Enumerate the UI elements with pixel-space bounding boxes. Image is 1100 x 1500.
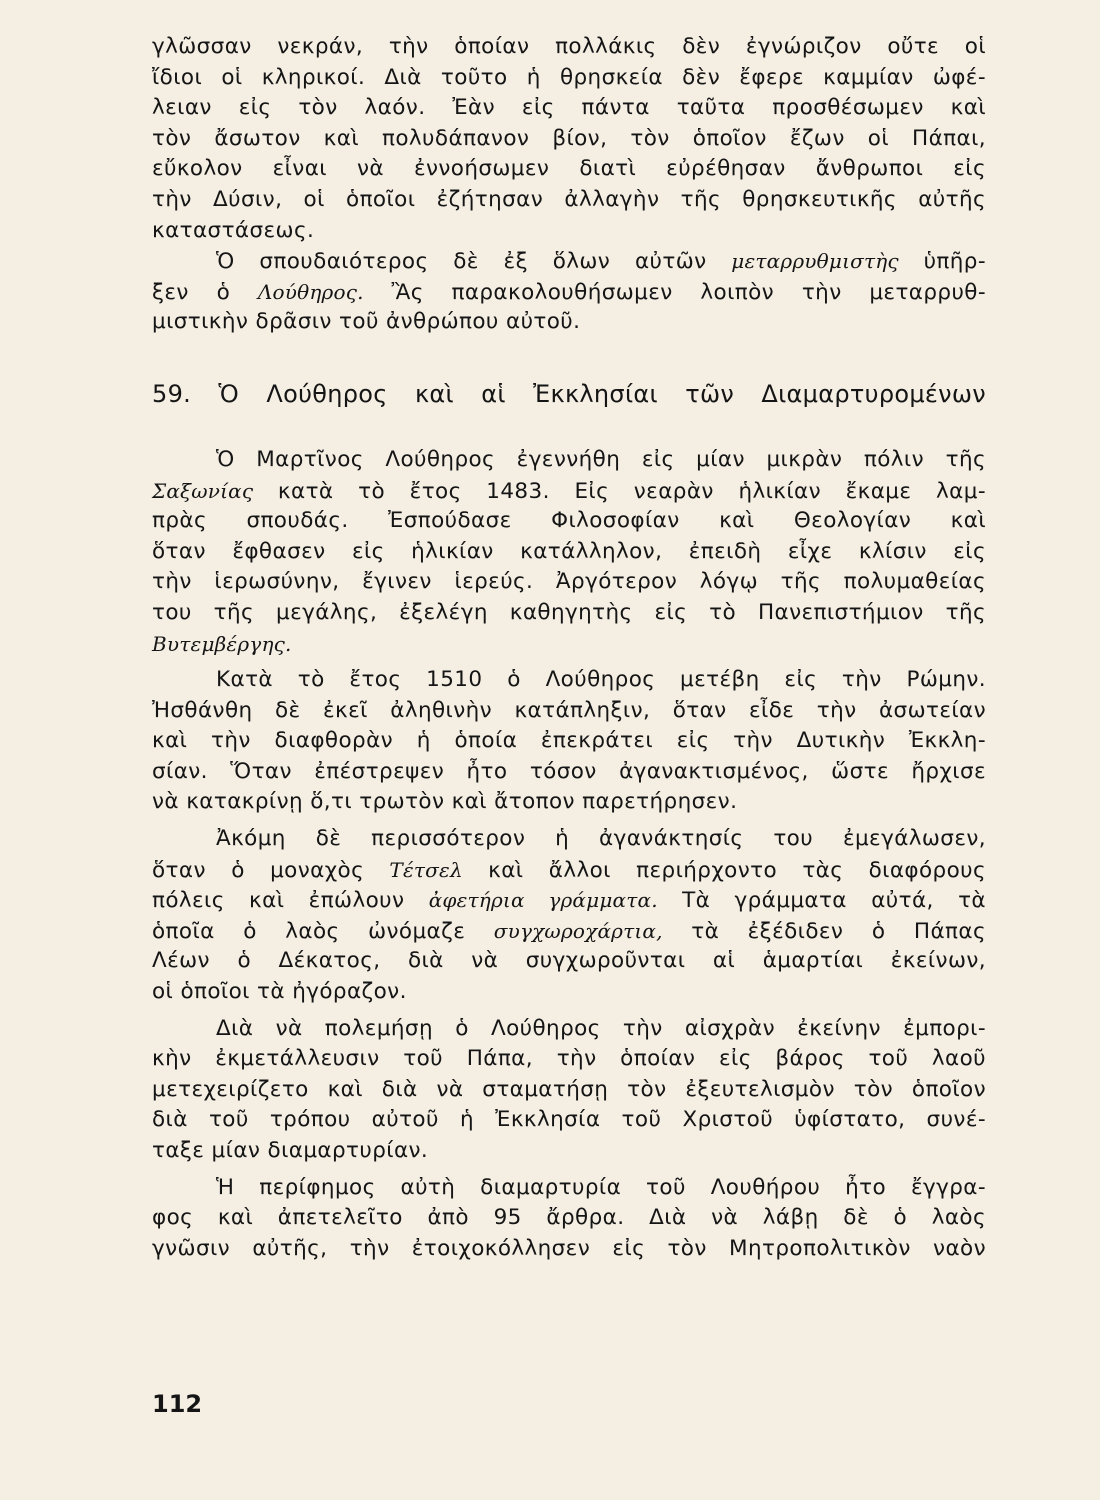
italic-term: μεταρρυθμιστὴς [731, 249, 899, 274]
section-heading [152, 379, 986, 409]
text-block [152, 32, 986, 1264]
text-line: τὸν ἄσωτον καὶ πολυδάπανον βίον, τὸν ὁποῖον ἔζων οἱ Πάπαι, [152, 125, 986, 151]
text-line [152, 277, 986, 308]
italic-term: Σαξωνίας [152, 478, 254, 503]
text-line: διὰ τοῦ τρόπου αὐτοῦ ἡ Ἐκκλησία τοῦ Χριστοῦ ὑφίστατο, συνέ- [152, 1107, 986, 1133]
text-line: κὴν ἐκμετάλλευσιν τοῦ Πάπα, τὴν ὁποίαν εἰς βάρος τοῦ λαοῦ [152, 1046, 986, 1072]
text-line: καταστάσεως. [152, 217, 315, 243]
text-line: γνῶσιν αὐτῆς, τὴν ἐτοιχοκόλλησεν εἰς τὸν Μητροπολιτικὸν ναὸν [152, 1235, 986, 1261]
text-line: ὅταν ἔφθασεν εἰς ἡλικίαν κατάλληλον, ἐπειδὴ εἶχε κλίσιν εἰς [152, 538, 986, 564]
text-run: ὑπῆρ- [898, 249, 986, 275]
paragraph-tetzel [152, 824, 986, 1008]
text-line: γλῶσσαν νεκράν, τὴν ὁποίαν πολλάκις δὲν ἐγνώριζον οὔτε οἱ [152, 34, 986, 59]
text-run: κατὰ τὸ ἔτος 1483. Εἰς νεαρὰν ἡλικίαν ἔκαμε λαμ- [253, 478, 986, 504]
text-line: τὴν ἱερωσύνην, ἔγινεν ἱερεύς. Ἀργότερον λόγῳ τῆς πολυμαθείας [152, 569, 986, 595]
paragraph-reformer [152, 246, 986, 338]
text-line: ἴδιοι οἱ κληρικοί. Διὰ τοῦτο ἡ θρησκεία δὲν ἔφερε καμμίαν ὠφέ- [152, 64, 986, 90]
text-line [152, 885, 986, 916]
paragraph-theses [152, 1173, 986, 1265]
text-run: καὶ ἄλλοι περιήρχοντο τὰς διαφόρους [462, 857, 986, 883]
text-line: φος καὶ ἀπετελεῖτο ἀπὸ 95 ἄρθρα. Διὰ νὰ λάβῃ δὲ ὁ λαὸς [152, 1205, 986, 1231]
text-line [152, 246, 986, 277]
text-line [152, 476, 986, 507]
italic-term: Βυτεμβέργης. [152, 631, 292, 656]
text-line: τὴν Δύσιν, οἱ ὁποῖοι ἐζήτησαν ἀλλαγὴν τῆς θρησκευτικῆς αὐτῆς [152, 186, 986, 212]
text-line: Διὰ νὰ πολεμήσῃ ὁ Λούθηρος τὴν αἰσχρὰν ἐκείνην ἐμπορι- [216, 1015, 986, 1041]
text-line [152, 855, 986, 886]
text-line [152, 629, 986, 660]
text-line: μιστικὴν δρᾶσιν τοῦ ἀνθρώπου αὐτοῦ. [152, 309, 581, 335]
text-line: Ἡ περίφημος αὐτὴ διαμαρτυρία τοῦ Λουθήρου ἦτο ἔγγρα- [216, 1174, 986, 1200]
text-line: Λέων ὁ Δέκατος, διὰ νὰ συγχωροῦνται αἱ ἁμαρτίαι ἐκείνων, [152, 948, 986, 974]
text-run: Ὁ σπουδαιότερος δὲ ἐξ ὅλων αὐτῶν [216, 249, 732, 275]
text-run: Τὰ γράμματα αὐτά, τὰ [657, 888, 986, 914]
italic-term: συγχωροχάρτια, [493, 918, 663, 943]
section-number: 59. [152, 379, 192, 408]
text-line [152, 916, 986, 947]
text-line: νὰ κατακρίνῃ ὅ,τι τρωτὸν καὶ ἄτοπον παρετήρησεν. [152, 789, 738, 815]
text-line: εὔκολον εἶναι νὰ ἐννοήσωμεν διατὶ εὐρέθησαν ἄνθρωποι εἰς [152, 156, 986, 182]
paragraph-intro [152, 32, 986, 246]
text-line: καὶ τὴν διαφθορὰν ἡ ὁποία ἐπεκράτει εἰς τὴν Δυτικὴν Ἐκκλη- [152, 728, 986, 754]
paragraph-protest [152, 1014, 986, 1167]
text-run: ξεν ὁ [152, 279, 258, 305]
text-run: ὅταν ὁ μοναχὸς [152, 857, 390, 883]
text-line: Ἠσθάνθη δὲ ἐκεῖ ἀληθινὴν κατάπληξιν, ὅταν εἶδε τὴν ἀσωτείαν [152, 697, 986, 723]
text-run: ὁποῖα ὁ λαὸς ὠνόμαζε [152, 918, 494, 944]
text-run: Ἂς παρακολουθήσωμεν λοιπὸν τὴν μεταρρυθ- [363, 279, 987, 305]
text-line: μετεχειρίζετο καὶ διὰ νὰ σταματήσῃ τὸν ἐξευτελισμὸν τὸν ὁποῖον [152, 1076, 986, 1102]
italic-term: ἀφετήρια γράμματα. [428, 888, 658, 913]
text-line: Κατὰ τὸ ἔτος 1510 ὁ Λούθηρος μετέβη εἰς τὴν Ρώμην. [216, 667, 986, 693]
text-run: τὰ ἐξέδιδεν ὁ Πάπας [662, 918, 986, 944]
italic-term: Λούθηρος. [257, 279, 364, 304]
text-line: Ὁ Μαρτῖνος Λούθηρος ἐγεννήθη εἰς μίαν μικρὰν πόλιν τῆς [216, 446, 986, 472]
text-line: οἱ ὁποῖοι τὰ ἠγόραζον. [152, 979, 407, 1005]
text-line: ταξε μίαν διαμαρτυρίαν. [152, 1138, 429, 1163]
text-run: πόλεις καὶ ἐπώλουν [152, 888, 429, 914]
text-line: πρὰς σπουδάς. Ἐσπούδασε Φιλοσοφίαν καὶ Θεολογίαν καὶ [152, 508, 986, 534]
text-line: λειαν εἰς τὸν λαόν. Ἐὰν εἰς πάντα ταῦτα προσθέσωμεν καὶ [152, 95, 986, 121]
paragraph-rome [152, 665, 986, 818]
text-line: Ἀκόμη δὲ περισσότερον ἡ ἀγανάκτησίς του ἐμεγάλωσεν, [216, 826, 986, 852]
paragraph-birth [152, 445, 986, 659]
text-line: σίαν. Ὅταν ἐπέστρεψεν ἦτο τόσον ἀγανακτισμένος, ὥστε ἤρχισε [152, 758, 986, 784]
section-title: Ὁ Λούθηρος καὶ αἱ Ἐκκλησίαι τῶν Διαμαρτυρομένων [218, 379, 986, 408]
text-line: του τῆς μεγάλης, ἐξελέγη καθηγητὴς εἰς τὸ Πανεπιστήμιον τῆς [152, 599, 986, 625]
page-number: 112 [152, 1390, 203, 1418]
italic-term: Τέτσελ [389, 857, 463, 882]
